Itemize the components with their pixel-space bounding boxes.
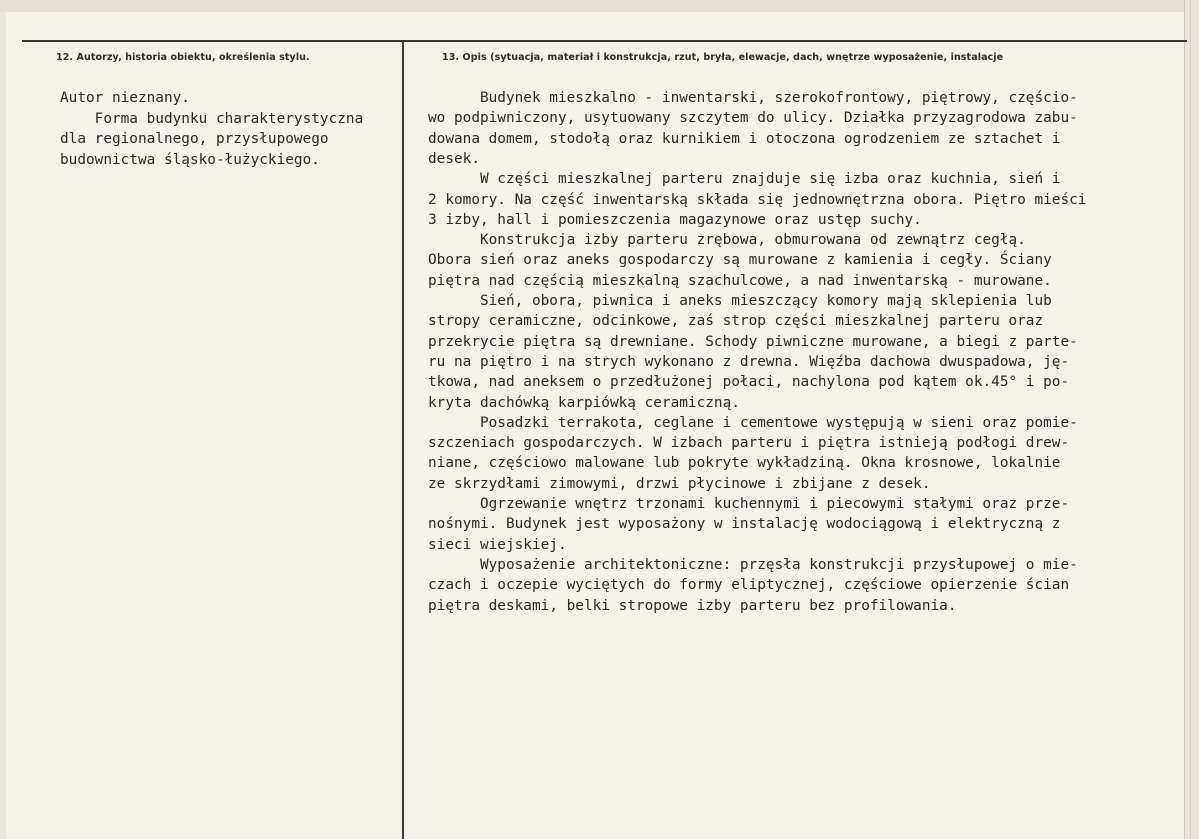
card-right-edge [1184, 0, 1199, 839]
text-line: Konstrukcja izby parteru zrębowa, obmurowana od zewnątrz cegłą. [428, 232, 1026, 249]
text-line: Wyposażenie architektoniczne: przęsła konstrukcji przysłupowej o mie- [428, 556, 1078, 573]
text-line: Autor nieznany. [60, 90, 190, 106]
text-line: 2 komory. Na część inwentarską składa się jednownętrzna obora. Piętro mieści [428, 191, 1087, 208]
text-line: niane, częściowo malowane lub pokryte wykładziną. Okna krosnowe, lokalnie [428, 455, 1061, 472]
text-line: nośnymi. Budynek jest wyposażony w instalację wodociągową i elektryczną z [428, 516, 1061, 533]
text-line: Forma budynku charakterystyczna [60, 110, 364, 127]
text-line: wo podpiwniczony, usytuowany szczytem do ulicy. Działka przyzagrodowa zabu- [428, 110, 1078, 127]
text-line: stropy ceramiczne, odcinkowe, zaś strop części mieszkalnej parteru oraz [428, 313, 1044, 330]
text-line: przekrycie piętra są drewniane. Schody piwniczne murowane, a biegi z parte- [428, 333, 1078, 350]
text-line: dowana domem, stodołą oraz kurnikiem i otoczona ogrodzeniem ze sztachet i [428, 130, 1061, 147]
card-right-edge-line [1190, 0, 1191, 839]
text-line: dla regionalnego, przysłupowego [60, 131, 329, 147]
text-line: piętra deskami, belki stropowe izby parteru bez profilowania. [428, 597, 957, 614]
section-13-header: 13. Opis (sytuacja, materiał i konstrukcja, rzut, bryła, elewacje, dach, wnętrze wyposażenie, instalacje [442, 52, 1004, 63]
card-top-edge [0, 0, 1199, 12]
text-line: 3 izby, hall i pomieszczenia magazynowe oraz ustęp suchy. [428, 211, 922, 228]
text-line: Ogrzewanie wnętrz trzonami kuchennymi i piecowymi stałymi oraz prze- [428, 496, 1070, 512]
text-line: W części mieszkalnej parteru znajduje się izba oraz kuchnia, sień i [428, 171, 1061, 188]
section-12-header: 12. Autorzy, historia obiektu, określenia stylu. [56, 52, 310, 63]
text-line: Sień, obora, piwnica i aneks mieszczący komory mają sklepienia lub [428, 293, 1052, 309]
text-line: desek. [428, 150, 480, 167]
text-line: tkowa, nad aneksem o przedłużonej połaci, nachylona pod kątem ok.45° i po- [428, 374, 1070, 391]
text-line: szczeniach gospodarczych. W izbach parteru i piętra istnieją podłogi drew- [428, 435, 1070, 452]
text-line: budownictwa śląsko-łużyckiego. [60, 151, 320, 168]
text-line: Posadzki terrakota, ceglane i cementowe występują w sieni oraz pomie- [428, 414, 1078, 431]
card-left-edge [0, 12, 6, 839]
header-rule [22, 40, 1187, 42]
text-line: ze skrzydłami zimowymi, drzwi płycinowe i zbijane z desek. [428, 475, 931, 492]
text-line: kryta dachówką karpiówką ceramiczną. [428, 394, 740, 411]
text-line: piętra nad częścią mieszkalną szachulcowe, a nad inwentarską - murowane. [428, 272, 1052, 289]
text-line: Budynek mieszkalno - inwentarski, szerokofrontowy, piętrowy, częścio- [428, 90, 1078, 106]
text-line: czach i oczepie wyciętych do formy eliptycznej, częściowe opierzenie ścian [428, 577, 1070, 594]
column-divider [402, 42, 404, 839]
text-line: ru na piętro i na strych wykonano z drewna. Więźba dachowa dwuspadowa, ję- [428, 353, 1070, 370]
text-line: sieci wiejskiej. [428, 536, 567, 553]
text-line: Obora sień oraz aneks gospodarczy są murowane z kamienia i cegły. Ściany [428, 252, 1052, 269]
